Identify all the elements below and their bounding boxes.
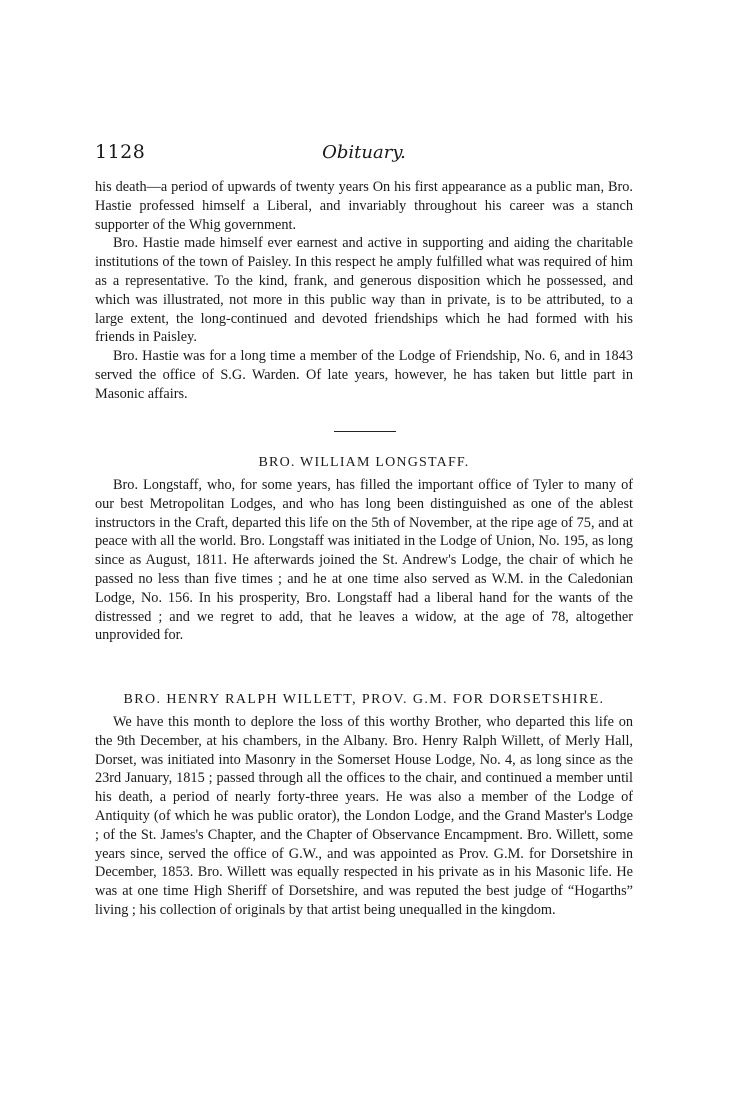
- willett-heading: BRO. HENRY RALPH WILLETT, PROV. G.M. FOR DORSETSHIRE.: [123, 692, 605, 707]
- paragraph: Bro. Hastie made himself ever earnest and active in supporting and aiding the charitable institutions of the town of Paisley. In this respect he amply fulfilled what was required of him as a representative. To the kind, frank, and generous disposition which he possessed, and which was illustrated, not more in this public way than in private, is to be attributed, to a large extent, the long-continued and devoted friendships which he had formed with his friends in Paisley.: [95, 235, 633, 346]
- willett-obituary: [95, 713, 633, 920]
- hastie-obituary-continued: [95, 178, 633, 404]
- running-head: [95, 141, 633, 167]
- longstaff-heading: BRO. WILLIAM LONGSTAFF.: [258, 455, 470, 470]
- page-number: 1128: [95, 141, 146, 163]
- section-divider: [334, 431, 396, 432]
- paragraph: We have this month to deplore the loss of this worthy Brother, who departed this life on the 9th December, at his chambers, in the Albany. Bro. Henry Ralph Willett, of Merly Hall, Dorset, was initiated into Masonry in the Somerset House Lodge, No. 4, as long since as the 23rd January, 1815 ; passed through all the offices to the chair, and continued a member until his death, a period of nearly forty-three years. He was also a member of the Lodge of Antiquity (of which he was public orator), the London Lodge, and the Grand Master's Lodge ; of the St. James's Chapter, and the Chapter of Observance Encampment. Bro. Willett, some years since, served the office of G.W., and was appointed as Prov. G.M. for Dorsetshire in December, 1853. Bro. Willett was equally respected in his private as in his Masonic life. He was at one time High Sheriff of Dorsetshire, and was reputed the best judge of “Hogarths” living ; his collection of originals by that artist being unequalled in the kingdom.: [95, 714, 633, 918]
- paragraph: Bro. Longstaff, who, for some years, has filled the important office of Tyler to many of our best Metropolitan Lodges, and who has long been distinguished as one of the ablest instructors in the Craft, departed this life on the 5th of November, at the ripe age of 75, and at peace with all the world. Bro. Longstaff was initiated in the Lodge of Union, No. 195, as long since as August, 1811. He afterwards joined the St. Andrew's Lodge, the chair of which he passed no less than five times ; and he at one time also served as W.M. in the Caledonian Lodge, No. 156. In his prosperity, Bro. Longstaff had a liberal hand for the wants of the distressed ; and we regret to add, that he leaves a widow, at the age of 78, altogether unprovided for.: [95, 477, 633, 644]
- longstaff-obituary: [95, 476, 633, 645]
- paragraph: his death—a period of upwards of twenty years On his first appearance as a public man, Bro. Hastie professed himself a Liberal, and invariably throughout his career was a stanch supporter of the Whig government.: [95, 179, 633, 233]
- running-title: Obituary.: [322, 142, 406, 163]
- paragraph: Bro. Hastie was for a long time a member of the Lodge of Friendship, No. 6, and in 1843 served the office of S.G. Warden. Of late years, however, he has taken but little part in Masonic affairs.: [95, 348, 633, 402]
